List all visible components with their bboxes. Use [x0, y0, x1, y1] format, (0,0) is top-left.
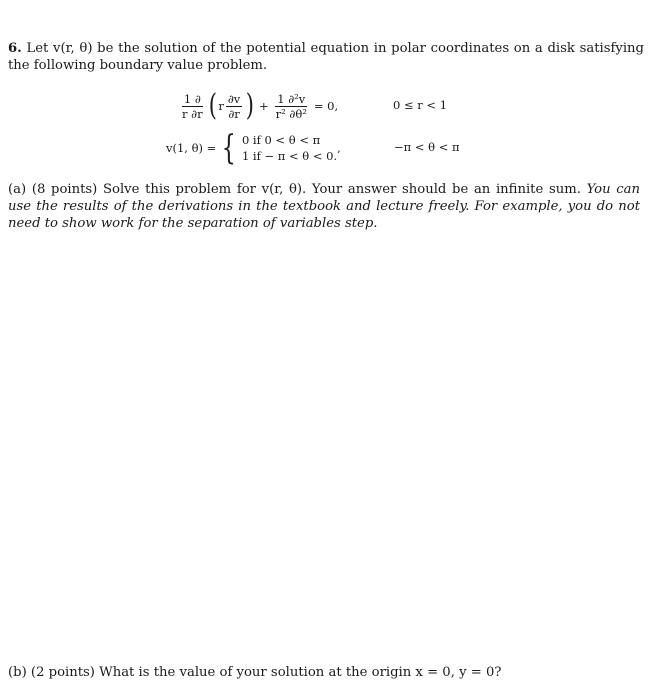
part-a-italic-note: You can use the results of the derivations in the textbook and lecture freely. For example, you do not need to show work for the separation of variables step.	[8, 182, 640, 231]
case-1: 0 if 0 < θ < π	[241, 133, 321, 147]
right-paren: )	[246, 88, 255, 123]
inner-r: r	[218, 99, 224, 113]
piecewise-cases	[242, 132, 337, 164]
left-paren: (	[208, 88, 217, 123]
fraction-denominator: ∂r	[228, 106, 240, 121]
problem-statement	[8, 40, 644, 74]
fraction-1-over-r-d-dr	[180, 93, 205, 120]
fraction-numerator: 1 ∂²v	[277, 91, 306, 106]
fraction-denominator: r² ∂θ²	[275, 106, 307, 121]
part-b: (b) (2 points) What is the value of your solution at the origin x = 0, y = 0?	[8, 665, 502, 680]
part-a	[8, 181, 640, 232]
boundary-comma: ,	[337, 141, 341, 155]
problem-intro-text: Let v(r, θ) be the solution of the potential equation in polar coordinates on a disk satisfying the following boundary value problem.	[8, 41, 644, 73]
fraction-second-derivative-theta	[274, 93, 309, 120]
radius-range: 0 ≤ r < 1	[393, 98, 448, 112]
equation-block	[0, 86, 659, 170]
boundary-condition	[166, 130, 341, 166]
equals-zero: = 0,	[313, 99, 339, 113]
boundary-lhs: v(1, θ) =	[166, 141, 217, 155]
fraction-numerator: ∂v	[227, 91, 241, 106]
fraction-denominator: r ∂r	[182, 106, 203, 121]
theta-range: −π < θ < π	[394, 140, 460, 154]
fraction-dv-dr	[226, 93, 242, 120]
case-2: 1 if − π < θ < 0.	[241, 149, 338, 163]
pde-equation	[178, 86, 341, 126]
plus-sign: +	[259, 99, 269, 113]
part-a-label: (a) (8 points) Solve this problem for v(r, θ). Your answer should be an infinite sum.	[8, 182, 581, 197]
left-brace: {	[222, 128, 237, 168]
problem-number: 6.	[8, 41, 22, 56]
fraction-numerator: 1 ∂	[183, 91, 201, 106]
